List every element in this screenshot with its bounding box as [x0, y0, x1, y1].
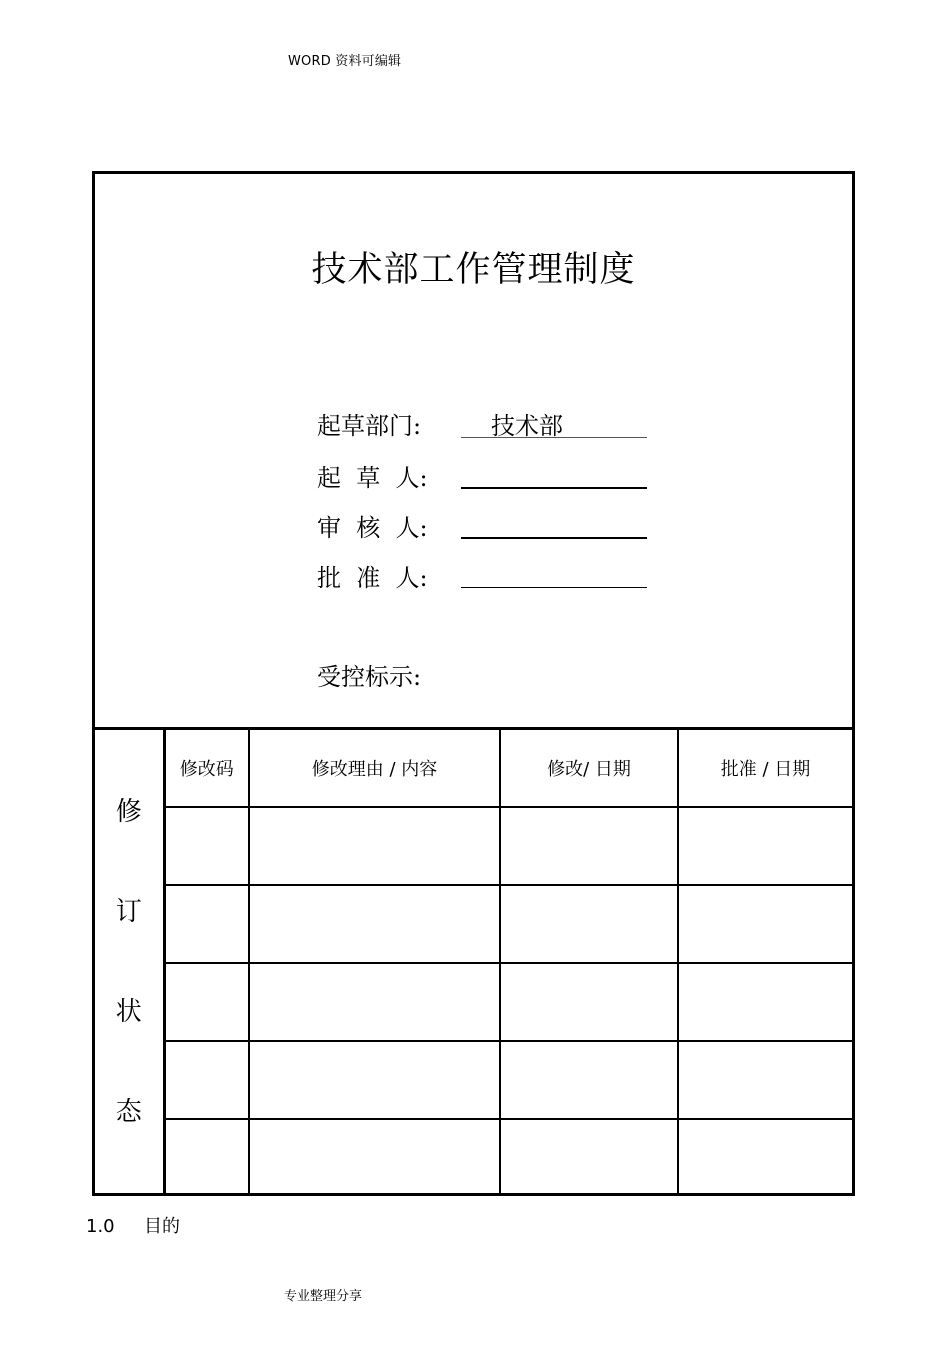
- cover-frame: [92, 171, 855, 1196]
- drafter-line: [461, 487, 647, 489]
- table-cell: [164, 1119, 249, 1195]
- table-row: [95, 807, 852, 885]
- table-row: [95, 1041, 852, 1119]
- section-title: 目的: [144, 1216, 180, 1237]
- table-row: [95, 1119, 852, 1195]
- table-cell: [678, 807, 852, 885]
- table-cell: [164, 807, 249, 885]
- column-header-revised-date: 修改/ 日期: [500, 729, 678, 807]
- drafting-dept-line: [461, 437, 647, 438]
- table-cell: [249, 885, 500, 963]
- reviewer-line: [461, 537, 647, 539]
- section-heading: [86, 1212, 180, 1238]
- table-cell: [500, 807, 678, 885]
- footer-note: 专业整理分享: [284, 1289, 363, 1304]
- table-cell: [500, 1041, 678, 1119]
- drafter-label: 起 草 人:: [317, 464, 428, 492]
- column-header-reason: 修改理由 / 内容: [249, 729, 500, 807]
- approver-line: [461, 587, 647, 588]
- table-cell: [678, 885, 852, 963]
- table-cell: [164, 963, 249, 1041]
- table-cell: [249, 1119, 500, 1195]
- side-label-char: 状: [115, 996, 142, 1027]
- column-header-code: 修改码: [164, 729, 249, 807]
- header-note: WORD 资料可编辑: [288, 54, 402, 69]
- table-cell: [678, 1041, 852, 1119]
- document-title: 技术部工作管理制度: [311, 250, 636, 290]
- table-cell: [500, 1119, 678, 1195]
- side-label-char: 订: [115, 896, 142, 927]
- side-label-char: 修: [115, 796, 142, 827]
- table-cell: [164, 1041, 249, 1119]
- table-row: [95, 963, 852, 1041]
- drafting-dept-label: 起草部门:: [317, 412, 422, 440]
- section-number: 1.0: [86, 1216, 115, 1237]
- reviewer-label: 审 核 人:: [317, 514, 428, 542]
- table-cell: [249, 807, 500, 885]
- table-cell: [164, 885, 249, 963]
- table-cell: [678, 963, 852, 1041]
- table-header-row: [95, 729, 852, 807]
- control-mark-label: 受控标示:: [317, 663, 422, 691]
- column-header-approved-date: 批准 / 日期: [678, 729, 852, 807]
- table-cell: [500, 885, 678, 963]
- revision-status-table: [95, 727, 852, 1196]
- table-cell: [500, 963, 678, 1041]
- table-row: [95, 885, 852, 963]
- table-cell: [249, 1041, 500, 1119]
- approver-label: 批 准 人:: [317, 564, 428, 592]
- side-label-char: 态: [115, 1096, 142, 1127]
- revision-status-side-label: [95, 729, 164, 1195]
- table-cell: [678, 1119, 852, 1195]
- table-cell: [249, 963, 500, 1041]
- drafting-dept-value: 技术部: [491, 412, 563, 440]
